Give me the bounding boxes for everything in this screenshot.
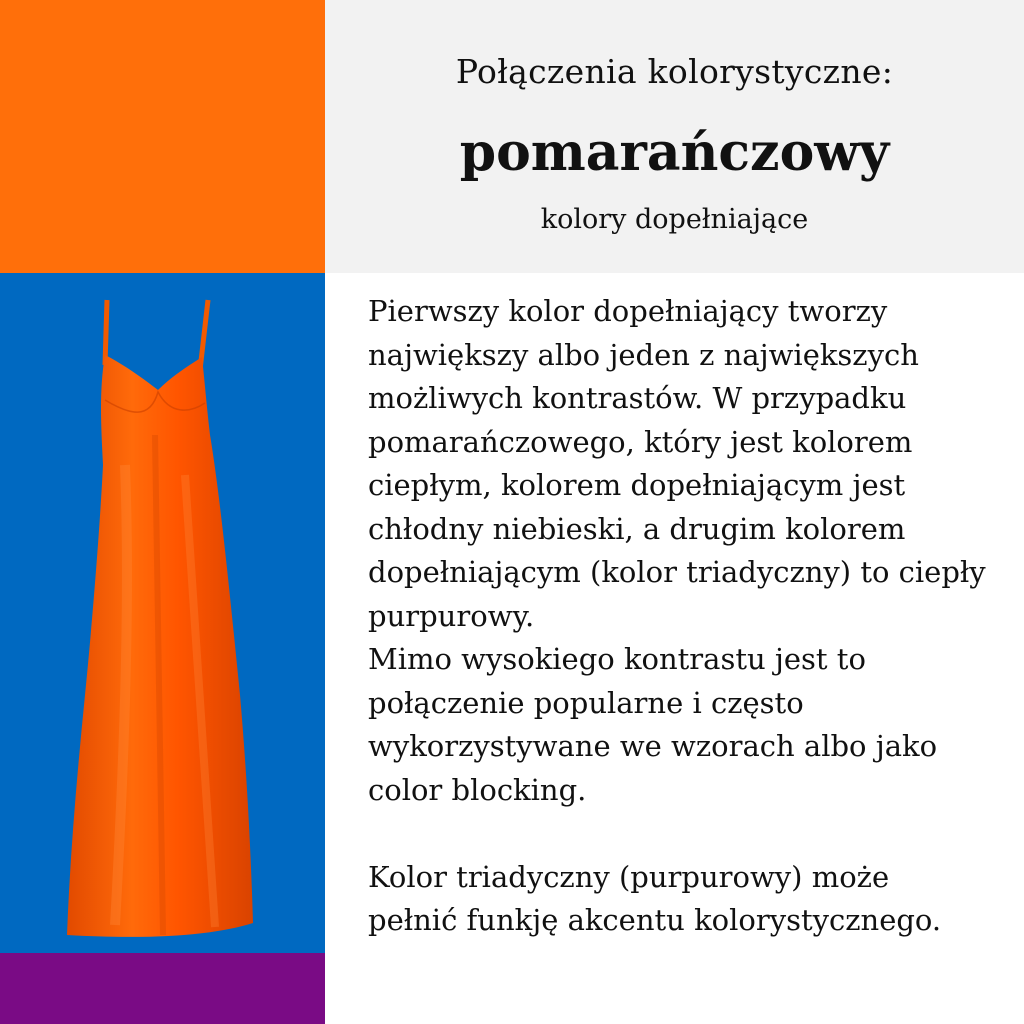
- header-panel: [325, 0, 1024, 273]
- purple-swatch: [0, 953, 325, 1024]
- color-name-heading: pomarańczowy: [459, 122, 890, 183]
- orange-slip-dress-icon: [55, 295, 265, 945]
- paragraph-complementary: Pierwszy kolor dopełniający tworzy największy albo jeden z największych możliwych kontrastów. W przypadku pomarańczowego, który jest kolorem ciepłym, kolorem dopełniającym jest chłodny niebieski, a drugim kolorem dopełniającym (kolor triadyczny) to ciepły purpurowy.: [368, 294, 986, 633]
- orange-swatch: [0, 0, 325, 273]
- paragraph-contrast: Mimo wysokiego kontrastu jest to połączenie popularne i często wykorzystywane we wzorach albo jako color blocking.: [368, 642, 938, 807]
- header-title: Połączenia kolorystyczne:: [455, 52, 894, 91]
- paragraph-triadic: Kolor triadyczny (purpurowy) może pełnić funkję akcentu kolorystycznego.: [368, 859, 942, 937]
- description: [368, 290, 1008, 943]
- header-subtitle: kolory dopełniające: [540, 204, 809, 235]
- paragraph-spacer: [368, 812, 1008, 856]
